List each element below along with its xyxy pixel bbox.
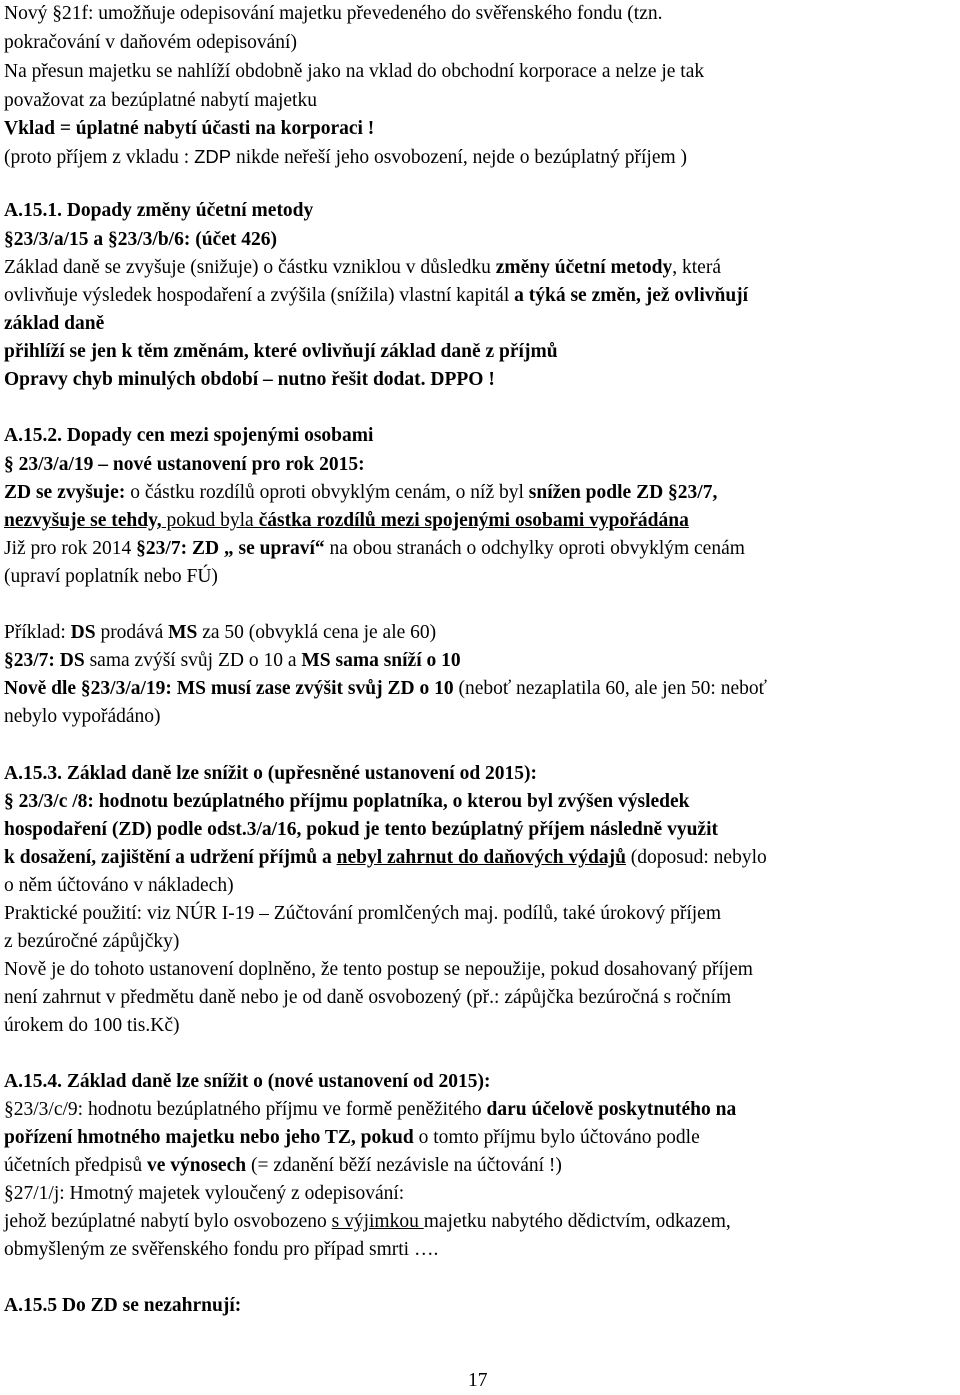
- text-line: [4, 310, 104, 338]
- text-segment: ve výnosech: [146, 1155, 247, 1176]
- text-line: [4, 479, 717, 507]
- text-segment: a týká se změn, jež ovlivňují: [514, 285, 749, 306]
- text-segment: § 23/3/c /8: hodnotu bezúplatného příjmu poplatníka, o kterou byl zvýšen výsledek: [4, 791, 690, 812]
- text-segment: DS: [70, 622, 96, 643]
- text-line: [4, 647, 461, 675]
- text-segment: za 50 (obvyklá cena je ale 60): [197, 622, 437, 643]
- text-segment: Opravy chyb minulých období – nutno řešit dodat. DPPO !: [4, 369, 495, 390]
- text-line: [4, 507, 689, 535]
- text-line: [4, 675, 767, 703]
- text-segment: nezvyšuje se tehdy,: [4, 510, 162, 531]
- text-line: [4, 760, 537, 788]
- text-line: [4, 422, 373, 450]
- text-segment: nebyl zahrnut do daňových výdajů: [336, 847, 626, 868]
- text-segment: ZD se zvyšuje:: [4, 482, 126, 503]
- text-segment: Základ daně se zvyšuje (snižuje) o částku vzniklou v důsledku: [4, 257, 496, 278]
- text-line: [4, 1180, 404, 1208]
- text-segment: pokračování v daňovém odepisování): [4, 32, 297, 53]
- text-segment: § 23/3/a/19 – nové ustanovení pro rok 2015:: [4, 454, 365, 475]
- text-line: [4, 984, 731, 1012]
- text-segment: z bezúročné zápůjčky): [4, 931, 180, 952]
- text-line: [4, 535, 745, 563]
- text-segment: Nově dle §23/3/a/19: MS musí zase zvýšit svůj ZD o 10: [4, 678, 454, 699]
- text-segment: o tomto příjmu bylo účtováno podle: [413, 1127, 700, 1148]
- text-segment: pořízení hmotného majetku nebo jeho TZ, pokud: [4, 1127, 414, 1148]
- text-segment: základ daně: [4, 313, 105, 334]
- text-line: [4, 956, 753, 984]
- text-segment: považovat za bezúplatné nabytí majetku: [4, 90, 317, 111]
- text-segment: (upraví poplatník nebo FÚ): [4, 566, 218, 587]
- text-line: [4, 928, 179, 956]
- text-line: [4, 1292, 241, 1320]
- text-line: [4, 563, 218, 591]
- text-line: [4, 58, 704, 86]
- text-segment: A.15.3. Základ daně lze snížit o (upřesněné ustanovení od 2015):: [4, 763, 538, 784]
- text-line: [4, 87, 317, 115]
- text-line: [4, 1152, 562, 1180]
- text-segment: (doposud: nebylo: [625, 847, 767, 868]
- text-segment: ZDP: [194, 146, 232, 167]
- text-segment: (proto příjem z vkladu :: [4, 147, 195, 168]
- text-line: [4, 703, 161, 731]
- text-line: [4, 338, 558, 366]
- text-segment: (= zdanění běží nezávisle na účtování !): [246, 1155, 562, 1176]
- text-segment: snížen podle ZD §23/7,: [528, 482, 718, 503]
- text-segment: MS: [168, 622, 198, 643]
- text-segment: A.15.2. Dopady cen mezi spojenými osobami: [4, 425, 374, 446]
- text-segment: Nový §21f: umožňuje odepisování majetku převedeného do svěřenského fondu (tzn.: [4, 3, 663, 24]
- page-number: 17: [468, 1370, 488, 1391]
- text-segment: Příklad:: [4, 622, 71, 643]
- text-line: [4, 282, 748, 310]
- text-line: [4, 788, 690, 816]
- text-segment: daru účelově poskytnutého na: [486, 1099, 737, 1120]
- text-segment: hospodaření (ZD) podle odst.3/a/16, pokud je tento bezúplatný příjem následně využit: [4, 819, 718, 840]
- text-segment: na obou stranách o odchylky oproti obvyklým cenám: [324, 538, 745, 559]
- text-segment: nebylo vypořádáno): [4, 706, 161, 727]
- text-segment: A.15.5 Do ZD se nezahrnují:: [4, 1295, 242, 1316]
- text-line: [4, 1096, 736, 1124]
- text-segment: účetních předpisů: [4, 1155, 147, 1176]
- text-segment: částka rozdílů mezi spojenými osobami vypořádána: [258, 510, 689, 531]
- text-segment: §23/7: ZD „ se upraví“: [136, 538, 325, 559]
- text-segment: A.15.4. Základ daně lze snížit o (nové ustanovení od 2015):: [4, 1071, 491, 1092]
- text-line: [4, 816, 718, 844]
- text-segment: §23/3/c/9: hodnotu bezúplatného příjmu ve formě peněžitého: [4, 1099, 487, 1120]
- text-line: [4, 197, 313, 225]
- text-segment: jehož bezúplatné nabytí bylo osvobozeno: [4, 1211, 332, 1232]
- text-segment: Na přesun majetku se nahlíží obdobně jako na vklad do obchodní korporace a nelze je tak: [4, 61, 705, 82]
- text-line: [4, 844, 767, 872]
- text-line: [4, 1236, 438, 1264]
- text-line: [4, 1068, 490, 1096]
- text-segment: A.15.1. Dopady změny účetní metody: [4, 200, 314, 221]
- text-line: [4, 1012, 179, 1040]
- text-segment: majetku nabytého dědictvím, odkazem,: [423, 1211, 731, 1232]
- text-segment: o něm účtováno v nákladech): [4, 875, 234, 896]
- text-line: [4, 29, 297, 57]
- text-segment: sama zvýší svůj ZD o 10 a: [84, 650, 302, 671]
- text-segment: Praktické použití: viz NÚR I-19 – Zúčtování promlčených maj. podílů, také úrokový příjem: [4, 903, 721, 924]
- text-segment: §27/1/j: Hmotný majetek vyloučený z odepisování:: [4, 1183, 405, 1204]
- text-line: [4, 254, 721, 282]
- text-segment: Nově je do tohoto ustanovení doplněno, že tento postup se nepoužije, pokud dosahovaný příjem: [4, 959, 753, 980]
- text-line: [4, 872, 234, 900]
- text-line: [4, 366, 495, 394]
- text-line: [4, 143, 687, 171]
- text-line: [4, 1124, 700, 1152]
- text-segment: §23/7: DS: [4, 650, 85, 671]
- text-line: [4, 0, 663, 28]
- text-line: [4, 900, 721, 928]
- text-segment: pokud byla: [161, 510, 259, 531]
- text-segment: MS sama sníží o 10: [301, 650, 461, 671]
- text-segment: k dosažení, zajištění a udržení příjmů a: [4, 847, 337, 868]
- text-segment: , která: [672, 257, 721, 278]
- text-segment: Vklad = úplatné nabytí účasti na korporaci !: [4, 118, 375, 139]
- text-segment: není zahrnut v předmětu daně nebo je od daně osvobozený (př.: zápůjčka bezúročná s ročním: [4, 987, 732, 1008]
- text-segment: §23/3/a/15 a §23/3/b/6: (účet 426): [4, 229, 277, 250]
- text-segment: úrokem do 100 tis.Kč): [4, 1015, 180, 1036]
- text-segment: přihlíží se jen k těm změnám, které ovlivňují základ daně z příjmů: [4, 341, 558, 362]
- text-segment: obmyšleným ze svěřenského fondu pro případ smrti ….: [4, 1239, 439, 1260]
- text-segment: Již pro rok 2014: [4, 538, 137, 559]
- text-segment: o částku rozdílů oproti obvyklým cenám, o níž byl: [125, 482, 529, 503]
- text-segment: prodává: [95, 622, 169, 643]
- text-segment: (neboť nezaplatila 60, ale jen 50: neboť: [453, 678, 767, 699]
- text-line: [4, 451, 365, 479]
- text-segment: změny účetní metody: [495, 257, 673, 278]
- text-line: [4, 1208, 731, 1236]
- text-segment: s výjimkou: [331, 1211, 424, 1232]
- text-segment: nikde neřeší jeho osvobození, nejde o bezúplatný příjem ): [231, 147, 688, 168]
- text-line: [4, 619, 436, 647]
- text-segment: ovlivňuje výsledek hospodaření a zvýšila (snížila) vlastní kapitál: [4, 285, 515, 306]
- text-line: [4, 226, 277, 254]
- text-line: [4, 115, 374, 143]
